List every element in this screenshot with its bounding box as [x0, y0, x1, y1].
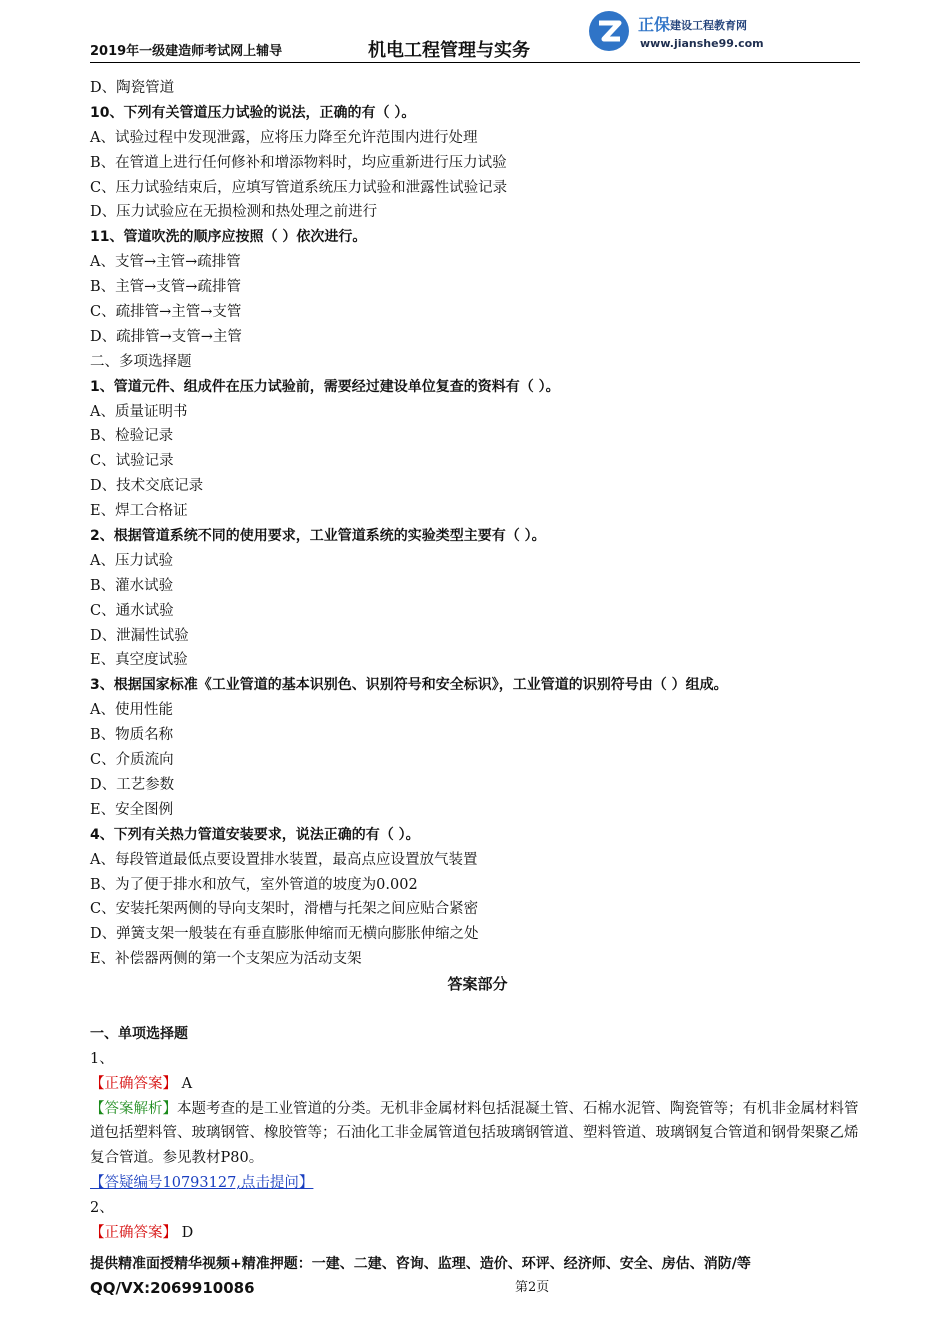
answer-item-number: 2、 [90, 1200, 114, 1217]
question-stem: 10、下列有关管道压力试验的说法，正确的有（ ）。 [90, 104, 416, 121]
site-logo[interactable] [588, 10, 788, 54]
correct-answer-value: D [181, 1224, 194, 1241]
logo-brand-name: 正保 [638, 15, 671, 34]
question-link-row [90, 1171, 865, 1196]
logo-brand-subtitle: 建设工程教育网 [670, 19, 747, 32]
question-option: D、工艺参数 [90, 776, 175, 793]
question-option: A、试验过程中发现泄露，应将压力降至允许范围内进行处理 [90, 129, 478, 146]
header-exam-title: 2019年一级建造师考试网上辅导 [90, 44, 283, 59]
question-option: A、压力试验 [90, 552, 173, 569]
question-option: C、安装托架两侧的导向支架时，滑槽与托架之间应贴合紧密 [90, 901, 479, 918]
analysis-label: 【答案解析】 [90, 1100, 177, 1117]
question-option: B、在管道上进行任何修补和增添物料时，均应重新进行压力试验 [90, 154, 507, 171]
answers-section-heading: 一、单项选择题 [90, 1025, 188, 1042]
question-option: B、物质名称 [90, 727, 174, 744]
correct-answer-label: 【正确答案】 [90, 1224, 177, 1241]
page-number: 第2页 [515, 1280, 550, 1295]
question-option: D、弹簧支架一般装在有垂直膨胀伸缩而无横向膨胀伸缩之处 [90, 926, 479, 943]
footer-promo-text: 提供精准面授精华视频+精准押题：一建、二建、咨询、监理、造价、环评、经济师、安全、房估、消防/等 [90, 1256, 751, 1272]
question-option: A、支管→主管→疏排管 [90, 254, 241, 271]
question-option: C、疏排管→主管→支管 [90, 304, 242, 321]
spacer [90, 997, 865, 1022]
ask-question-link[interactable]: 【答疑编号10793127,点击提问】 [90, 1175, 314, 1192]
analysis-text: 本题考查的是工业管道的分类。无机非金属材料包括混凝土管、石棉水泥管、陶瓷管等；有机非金属材料管道包括塑料管、玻璃钢管、橡胶管等；石油化工非金属管道包括玻璃钢管道、塑料管道、玻璃钢复合管道和钢骨架聚乙烯复合管道。参见教材P80。 [90, 1100, 859, 1167]
footer-contact: QQ/VX:2069910086 [90, 1279, 255, 1297]
question-option: D、陶瓷管道 [90, 80, 175, 96]
question-stem: 2、根据管道系统不同的使用要求，工业管道系统的实验类型主要有（ ）。 [90, 528, 546, 545]
question-option: E、真空度试验 [90, 652, 188, 669]
question-option: B、主管→支管→疏排管 [90, 279, 241, 296]
correct-answer-value: A [181, 1075, 193, 1092]
page-header [90, 0, 860, 63]
question-option: E、补偿器两侧的第一个支架应为活动支架 [90, 951, 362, 968]
header-subject-title: 机电工程管理与实务 [368, 40, 530, 61]
question-option: C、试验记录 [90, 453, 174, 470]
question-option: D、压力试验应在无损检测和热处理之前进行 [90, 204, 378, 221]
question-stem: 4、下列有关热力管道安装要求，说法正确的有（ ）。 [90, 826, 420, 843]
answer-correct-line [90, 1221, 865, 1246]
question-option: D、泄漏性试验 [90, 627, 189, 644]
question-option: C、通水试验 [90, 602, 174, 619]
question-option: B、为了便于排水和放气，室外管道的坡度为0.002 [90, 876, 418, 893]
question-option: 二、多项选择题 [90, 353, 192, 370]
question-stem: 1、管道元件、组成件在压力试验前，需要经过建设单位复查的资料有（ ）。 [90, 378, 560, 395]
question-option: C、压力试验结束后，应填写管道系统压力试验和泄露性试验记录 [90, 179, 508, 196]
question-option: C、介质流向 [90, 752, 174, 769]
answer-analysis [90, 1097, 865, 1172]
question-option: D、疏排管→支管→主管 [90, 328, 242, 345]
document-body [90, 76, 865, 1246]
question-option: D、技术交底记录 [90, 478, 204, 495]
logo-emblem-icon [588, 10, 630, 52]
logo-url: www.jianshe99.com [640, 37, 764, 50]
question-option: A、使用性能 [90, 702, 173, 719]
correct-answer-label: 【正确答案】 [90, 1075, 177, 1092]
page-footer [90, 1252, 870, 1300]
question-list [90, 76, 865, 972]
question-option: A、每段管道最低点要设置排水装置，最高点应设置放气装置 [90, 851, 478, 868]
answer-item-number: 1、 [90, 1050, 114, 1067]
question-option: E、安全图例 [90, 801, 174, 818]
question-stem: 3、根据国家标准《工业管道的基本识别色、识别符号和安全标识》，工业管道的识别符号由（ ）组成。 [90, 677, 728, 694]
answers-title: 答案部分 [447, 975, 508, 994]
answer-correct-line [90, 1072, 865, 1097]
question-stem: 11、管道吹洗的顺序应按照（ ）依次进行。 [90, 229, 367, 246]
question-option: E、焊工合格证 [90, 503, 188, 520]
question-option: B、检验记录 [90, 428, 174, 445]
question-option: B、灌水试验 [90, 577, 174, 594]
question-option: A、质量证明书 [90, 403, 188, 420]
